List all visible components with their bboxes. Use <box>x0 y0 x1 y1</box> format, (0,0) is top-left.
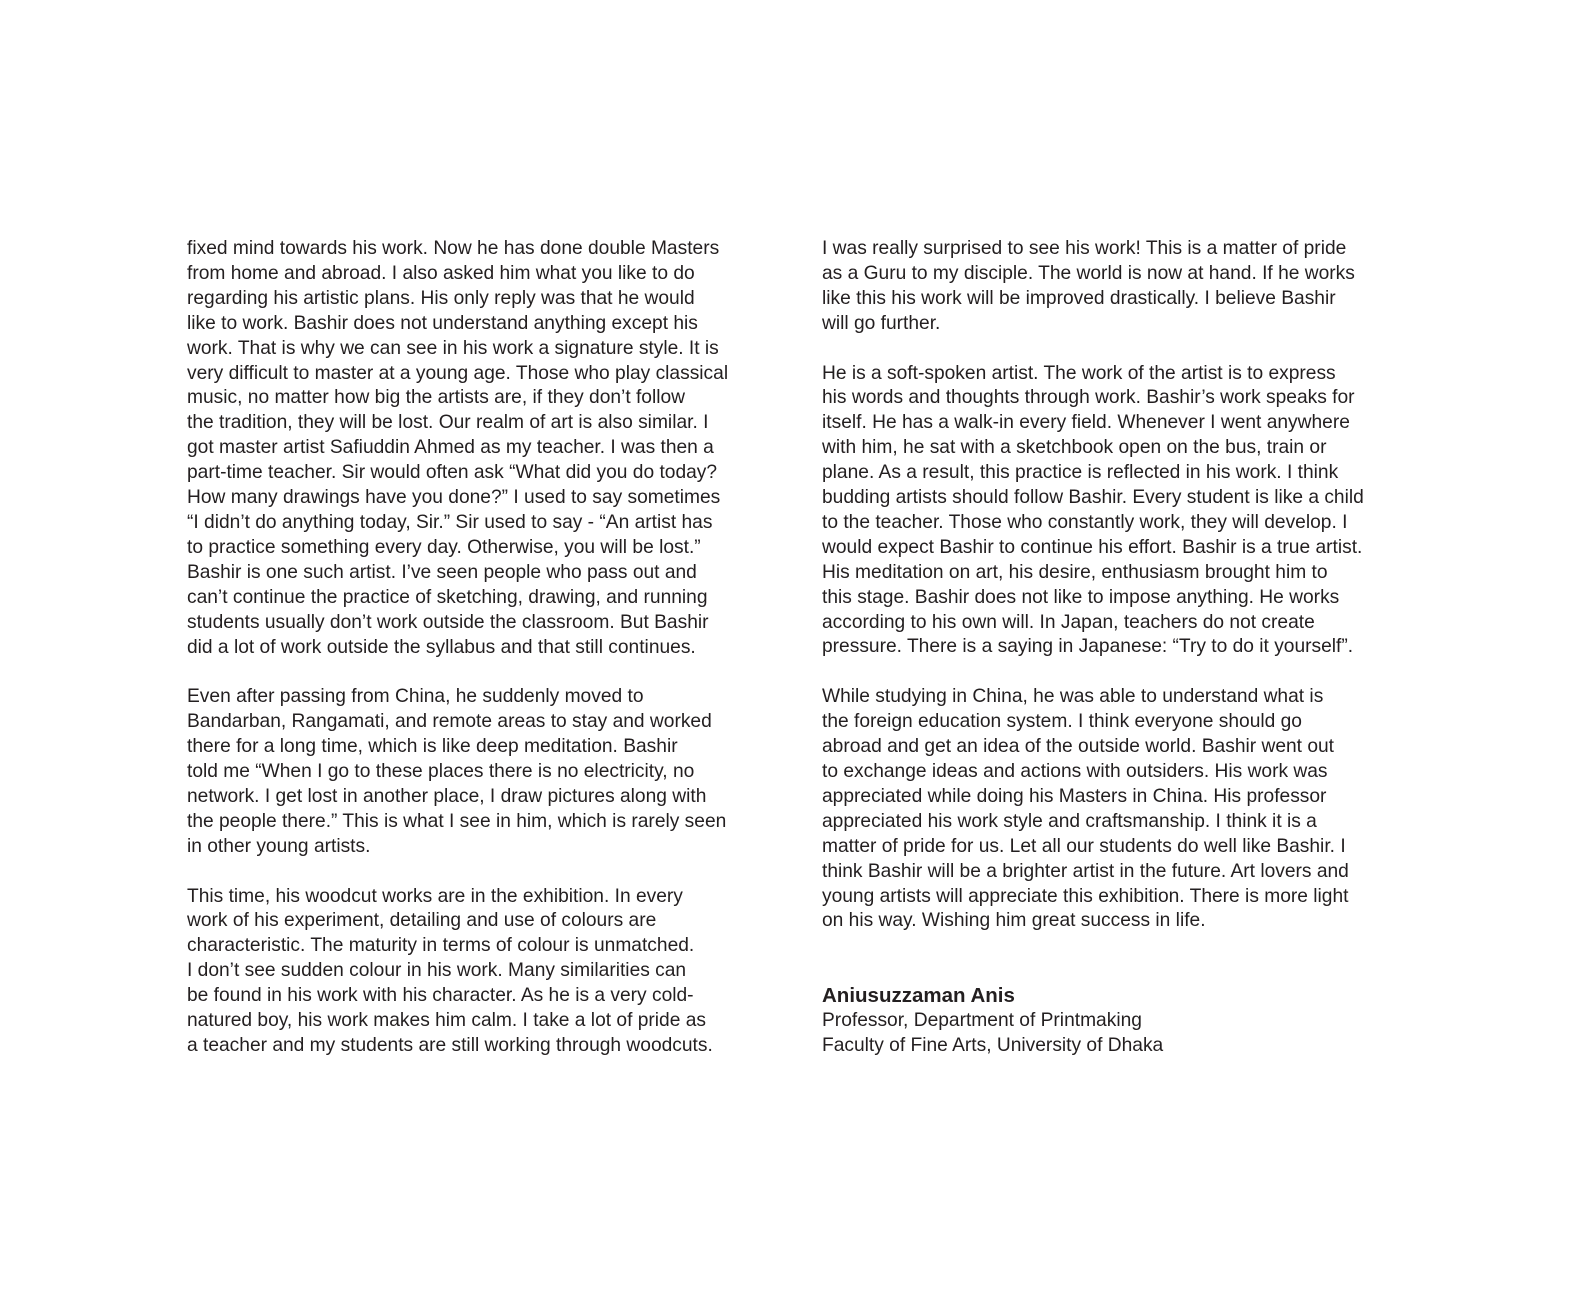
author-title: Professor, Department of Printmaking <box>822 1010 1142 1032</box>
body-paragraph: This time, his woodcut works are in the exhibition. In every work of his experiment, detailing and use of colours are characteristic. The maturity in terms of colour is unmatched. I don’t see sudden colour in his work. Many similarities can be found in his work with his character. As he is a very cold- natured boy, his work makes him calm. I take a lot of pride as a teacher and my students are still working through woodcuts. <box>187 885 713 1056</box>
left-column <box>187 237 767 1084</box>
body-paragraph: fixed mind towards his work. Now he has done double Masters from home and abroad. I also asked him what you like to do regarding his artistic plans. His only reply was that he would like to work. Bashir does not understand anything except his work. That is why we can see in his work a signature style. It is very difficult to master at a young age. Those who play classical music, no matter how big the artists are, if they don’t follow the tradition, they will be lost. Our realm of art is also similar. I got master artist Safiuddin Ahmed as my teacher. I was then a part-time teacher. Sir would often ask “What did you do today? How many drawings have you done?” I used to say sometimes “I didn’t do anything today, Sir.” Sir used to say - “An artist has to practice something every day. Otherwise, you will be lost.” Bashir is one such artist. I’ve seen people who pass out and can’t continue the practice of sketching, drawing, and running students usually don’t work outside the classroom. But Bashir did a lot of work outside the syllabus and that still continues. <box>187 238 729 658</box>
body-paragraph: I was really surprised to see his work! This is a matter of pride as a Guru to my disciple. The world is now at hand. If he works like this his work will be improved drastically. I believe Bashir will go further. <box>822 238 1355 334</box>
body-paragraph: He is a soft-spoken artist. The work of the artist is to express his words and thoughts through work. Bashir’s work speaks for itself. He has a walk-in every field. Whenever I went anywhere with him, he sat with a sketchbook open on the bus, train or plane. As a result, this practice is reflected in his work. I think budding artists should follow Bashir. Every student is like a child to the teacher. Those who constantly work, they will develop. I would expect Bashir to continue his effort. Bashir is a true artist. His meditation on art, his desire, enthusiasm brought him to this stage. Bashir does not like to impose anything. He works according to his own will. In Japan, teachers do not create pressure. There is a saying in Japanese: “Try to do it yourself”. <box>822 362 1364 658</box>
body-paragraph: Even after passing from China, he suddenly moved to Bandarban, Rangamati, and remote areas to stay and worked there for a long time, which is like deep meditation. Bashir told me “When I go to these places there is no electricity, no network. I get lost in another place, I draw pictures along with the people there.” This is what I see in him, which is rarely seen in other young artists. <box>187 686 727 857</box>
author-affiliation: Faculty of Fine Arts, University of Dhaka <box>822 1035 1164 1057</box>
author-signature-block <box>822 983 1402 1059</box>
body-paragraph: While studying in China, he was able to understand what is the foreign education system. I think everyone should go abroad and get an idea of the outside world. Bashir went out to exchange ideas and actions with outsiders. His work was appreciated while doing his Masters in China. His professor appreciated his work style and craftsmanship. I think it is a matter of pride for us. Let all our students do well like Bashir. I think Bashir will be a brighter artist in the future. Art lovers and young artists will appreciate this exhibition. There is more light on his way. Wishing him great success in life. <box>822 686 1349 932</box>
right-column <box>822 237 1402 1059</box>
author-name: Aniusuzzaman Anis <box>822 984 1015 1008</box>
